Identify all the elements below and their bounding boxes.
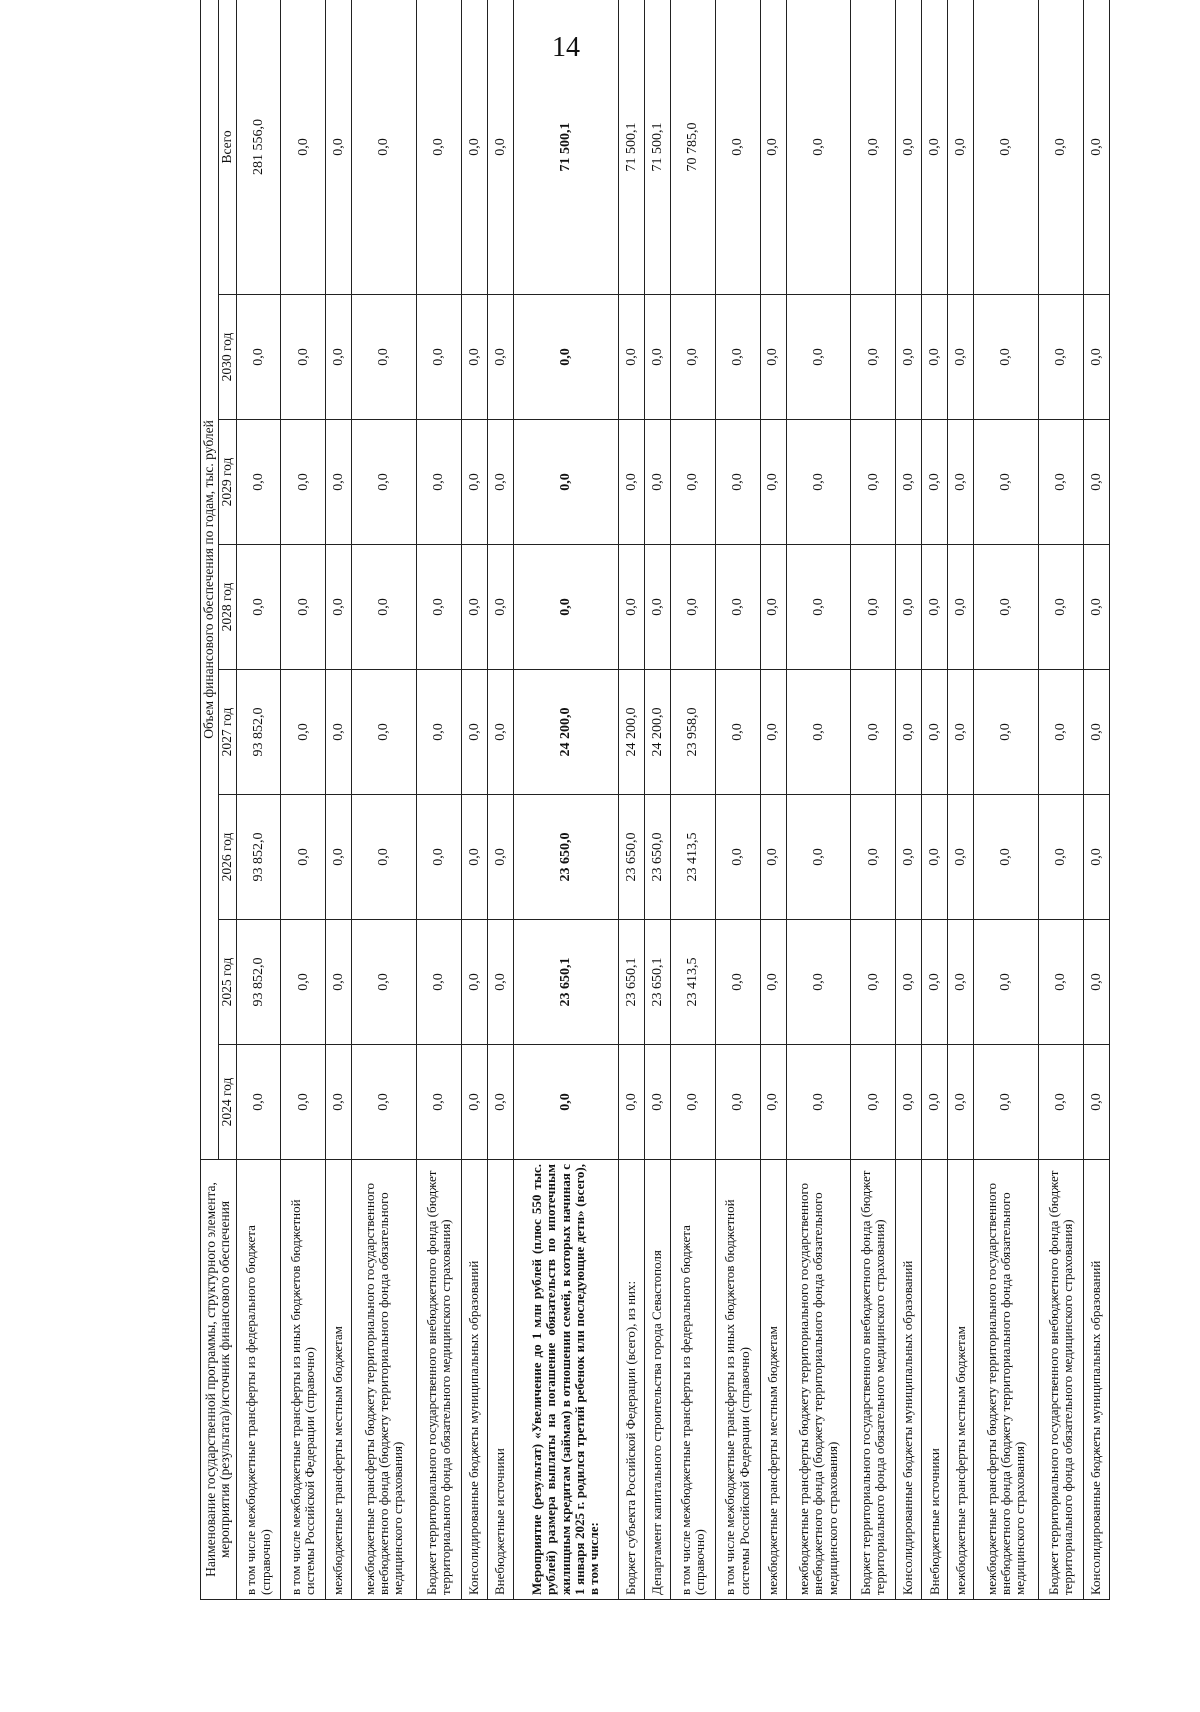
financing-table (200, 0, 1110, 1600)
value-cell: 0,0 (281, 920, 326, 1045)
page-number: 14 (552, 32, 580, 63)
value-cell: 0,0 (326, 1045, 352, 1160)
value-cell: 0,0 (487, 1045, 513, 1160)
value-cell: 0,0 (1083, 670, 1109, 795)
value-cell: 0,0 (786, 1045, 851, 1160)
value-cell: 23 958,0 (671, 670, 716, 795)
value-cell: 0,0 (715, 795, 760, 920)
value-cell: 0,0 (1083, 795, 1109, 920)
table-row (461, 0, 487, 1600)
value-cell: 0,0 (513, 1045, 618, 1160)
table-row (671, 0, 716, 1600)
value-cell: 0,0 (974, 920, 1039, 1045)
value-cell: 0,0 (1083, 920, 1109, 1045)
table-row (786, 0, 851, 1600)
year-header: 2026 год (218, 795, 236, 920)
total-cell: 0,0 (487, 0, 513, 295)
row-label: Бюджет территориального государственного внебюджетного фонда (бюджет территориального фонда обязательного медицинского страхования) (851, 1160, 896, 1600)
value-cell: 0,0 (281, 670, 326, 795)
value-cell: 0,0 (786, 920, 851, 1045)
value-cell: 0,0 (236, 1045, 281, 1160)
value-cell: 0,0 (974, 545, 1039, 670)
value-cell: 23 413,5 (671, 795, 716, 920)
total-cell: 0,0 (1039, 0, 1084, 295)
value-cell: 23 650,1 (645, 920, 671, 1045)
value-cell: 0,0 (1083, 545, 1109, 670)
value-cell: 23 650,0 (513, 795, 618, 920)
value-cell: 0,0 (786, 545, 851, 670)
value-cell: 0,0 (281, 795, 326, 920)
table-row (922, 0, 948, 1600)
value-cell: 0,0 (974, 795, 1039, 920)
value-cell: 0,0 (974, 295, 1039, 420)
table-row (281, 0, 326, 1600)
value-cell: 0,0 (352, 920, 417, 1045)
value-cell: 0,0 (786, 295, 851, 420)
value-cell: 24 200,0 (619, 670, 645, 795)
total-cell: 0,0 (461, 0, 487, 295)
table-row (619, 0, 645, 1600)
total-cell: 0,0 (326, 0, 352, 295)
row-label: в том числе межбюджетные трансферты из федерального бюджета (справочно) (671, 1160, 716, 1600)
row-label: Внебюджетные источники (487, 1160, 513, 1600)
value-cell: 0,0 (236, 420, 281, 545)
row-label: Внебюджетные источники (922, 1160, 948, 1600)
value-cell: 0,0 (326, 795, 352, 920)
value-cell: 0,0 (352, 420, 417, 545)
value-cell: 0,0 (619, 420, 645, 545)
value-cell: 0,0 (786, 795, 851, 920)
value-cell: 0,0 (922, 545, 948, 670)
table-row (760, 0, 786, 1600)
total-cell: 0,0 (715, 0, 760, 295)
rotated-table-container (200, 100, 1110, 1600)
table-row (487, 0, 513, 1600)
row-label: межбюджетные трансферты местным бюджетам (948, 1160, 974, 1600)
value-cell: 0,0 (326, 420, 352, 545)
total-cell: 0,0 (896, 0, 922, 295)
table-row (715, 0, 760, 1600)
value-cell: 0,0 (851, 920, 896, 1045)
value-cell: 0,0 (974, 1045, 1039, 1160)
value-cell: 93 852,0 (236, 920, 281, 1045)
row-label: Консолидированные бюджеты муниципальных образований (1083, 1160, 1109, 1600)
value-cell: 0,0 (352, 795, 417, 920)
value-cell: 0,0 (236, 545, 281, 670)
table-row (236, 0, 281, 1600)
value-cell: 0,0 (786, 670, 851, 795)
value-cell: 93 852,0 (236, 670, 281, 795)
value-cell: 0,0 (461, 420, 487, 545)
value-cell: 0,0 (1083, 420, 1109, 545)
value-cell: 0,0 (352, 295, 417, 420)
table-body (236, 0, 1109, 1600)
value-cell: 0,0 (671, 545, 716, 670)
value-cell: 23 650,0 (645, 795, 671, 920)
row-label: Бюджет территориального государственного внебюджетного фонда (бюджет территориального фонда обязательного медицинского страхования) (417, 1160, 462, 1600)
value-cell: 0,0 (645, 545, 671, 670)
value-cell: 0,0 (352, 545, 417, 670)
value-cell: 0,0 (760, 420, 786, 545)
value-cell: 0,0 (851, 295, 896, 420)
value-cell: 0,0 (948, 420, 974, 545)
table-row (851, 0, 896, 1600)
value-cell: 0,0 (715, 920, 760, 1045)
row-label: межбюджетные трансферты бюджету территориального государственного внебюджетного фонда (бюджету территориального фонда обязательного медицинского страхования) (974, 1160, 1039, 1600)
value-cell: 0,0 (281, 420, 326, 545)
value-cell: 0,0 (461, 545, 487, 670)
value-cell: 0,0 (715, 295, 760, 420)
table-row (896, 0, 922, 1600)
value-cell: 0,0 (461, 795, 487, 920)
total-cell: 0,0 (1083, 0, 1109, 295)
value-cell: 0,0 (461, 295, 487, 420)
total-cell: 0,0 (922, 0, 948, 295)
row-label: Бюджет субъекта Российской Федерации (всего), из них: (619, 1160, 645, 1600)
row-label: Консолидированные бюджеты муниципальных образований (896, 1160, 922, 1600)
row-label: межбюджетные трансферты местным бюджетам (326, 1160, 352, 1600)
value-cell: 0,0 (1039, 420, 1084, 545)
value-cell: 0,0 (326, 295, 352, 420)
total-cell: 0,0 (786, 0, 851, 295)
value-cell: 0,0 (461, 670, 487, 795)
value-cell: 0,0 (487, 670, 513, 795)
value-cell: 23 650,1 (513, 920, 618, 1045)
value-cell: 0,0 (974, 670, 1039, 795)
value-cell: 0,0 (671, 420, 716, 545)
value-cell: 23 650,0 (619, 795, 645, 920)
value-cell: 0,0 (760, 545, 786, 670)
value-cell: 93 852,0 (236, 795, 281, 920)
value-cell: 0,0 (922, 295, 948, 420)
year-header: 2028 год (218, 545, 236, 670)
value-cell: 0,0 (974, 420, 1039, 545)
value-cell: 0,0 (645, 295, 671, 420)
value-cell: 0,0 (513, 295, 618, 420)
value-cell: 0,0 (513, 545, 618, 670)
value-cell: 0,0 (922, 1045, 948, 1160)
total-cell: 0,0 (760, 0, 786, 295)
value-cell: 0,0 (487, 795, 513, 920)
total-cell: 0,0 (851, 0, 896, 295)
value-cell: 0,0 (352, 670, 417, 795)
value-cell: 23 413,5 (671, 920, 716, 1045)
value-cell: 0,0 (851, 1045, 896, 1160)
total-cell: 0,0 (352, 0, 417, 295)
year-header: 2027 год (218, 670, 236, 795)
row-label: межбюджетные трансферты местным бюджетам (760, 1160, 786, 1600)
value-cell: 0,0 (352, 1045, 417, 1160)
table-row (1039, 0, 1084, 1600)
header-row-1 (201, 0, 219, 1600)
value-cell: 0,0 (417, 920, 462, 1045)
value-cell: 0,0 (619, 545, 645, 670)
value-cell: 0,0 (896, 1045, 922, 1160)
row-label: Департамент капитального строительства города Севастополя (645, 1160, 671, 1600)
value-cell: 0,0 (760, 1045, 786, 1160)
year-header: 2024 год (218, 1045, 236, 1160)
value-cell: 0,0 (851, 420, 896, 545)
value-cell: 0,0 (715, 420, 760, 545)
total-cell: 71 500,1 (513, 0, 618, 295)
row-label: Мероприятие (результат) «Увеличение до 1 млн рублей (плюс 550 тыс. рублей) размера выплаты на погашение обязательств по ипотечным жилищным кредитам (займам) в отношении семей, в которых начиная с 1 января 2025 г. родился третий ребенок или последующие дети» (всего), в том числе: (513, 1160, 618, 1600)
value-cell: 0,0 (417, 795, 462, 920)
total-header: Всего (218, 0, 236, 295)
value-cell: 0,0 (281, 1045, 326, 1160)
value-cell: 0,0 (760, 795, 786, 920)
value-cell: 0,0 (417, 1045, 462, 1160)
value-cell: 0,0 (715, 1045, 760, 1160)
value-cell: 0,0 (619, 1045, 645, 1160)
group-header: Объем финансового обеспечения по годам, тыс. рублей (201, 0, 219, 1160)
total-cell: 281 556,0 (236, 0, 281, 295)
row-label: в том числе межбюджетные трансферты из федерального бюджета (справочно) (236, 1160, 281, 1600)
value-cell: 0,0 (1083, 1045, 1109, 1160)
row-label: в том числе межбюджетные трансферты из иных бюджетов бюджетной системы Российской Федерации (справочно) (281, 1160, 326, 1600)
value-cell: 0,0 (760, 670, 786, 795)
total-cell: 70 785,0 (671, 0, 716, 295)
value-cell: 23 650,1 (619, 920, 645, 1045)
year-header: 2030 год (218, 295, 236, 420)
value-cell: 0,0 (896, 545, 922, 670)
year-header: 2025 год (218, 920, 236, 1045)
table-row (948, 0, 974, 1600)
value-cell: 0,0 (645, 1045, 671, 1160)
table-row (974, 0, 1039, 1600)
value-cell: 0,0 (671, 295, 716, 420)
value-cell: 0,0 (487, 545, 513, 670)
value-cell: 0,0 (896, 295, 922, 420)
row-label: межбюджетные трансферты бюджету территориального государственного внебюджетного фонда (бюджету территориального фонда обязательного медицинского страхования) (352, 1160, 417, 1600)
value-cell: 0,0 (851, 670, 896, 795)
value-cell: 0,0 (513, 420, 618, 545)
total-cell: 0,0 (417, 0, 462, 295)
value-cell: 0,0 (417, 420, 462, 545)
value-cell: 0,0 (896, 670, 922, 795)
row-label: межбюджетные трансферты бюджету территориального государственного внебюджетного фонда (бюджету территориального фонда обязательного медицинского страхования) (786, 1160, 851, 1600)
value-cell: 0,0 (851, 795, 896, 920)
value-cell: 0,0 (922, 670, 948, 795)
row-label: Бюджет территориального государственного внебюджетного фонда (бюджет территориального фонда обязательного медицинского страхования) (1039, 1160, 1084, 1600)
value-cell: 0,0 (922, 920, 948, 1045)
value-cell: 0,0 (1039, 670, 1084, 795)
table-row (513, 0, 618, 1600)
value-cell: 0,0 (326, 670, 352, 795)
value-cell: 0,0 (326, 545, 352, 670)
value-cell: 0,0 (461, 1045, 487, 1160)
value-cell: 0,0 (715, 670, 760, 795)
value-cell: 0,0 (487, 295, 513, 420)
table-row (1083, 0, 1109, 1600)
value-cell: 0,0 (417, 295, 462, 420)
value-cell: 0,0 (922, 420, 948, 545)
table-row (645, 0, 671, 1600)
value-cell: 0,0 (1083, 295, 1109, 420)
value-cell: 0,0 (487, 420, 513, 545)
value-cell: 0,0 (487, 920, 513, 1045)
value-cell: 0,0 (1039, 920, 1084, 1045)
col-header-name: Наименование государственной программы, структурного элемента, мероприятия (результата)/источник финансового обеспечения (201, 1160, 237, 1600)
value-cell: 0,0 (896, 420, 922, 545)
value-cell: 0,0 (948, 295, 974, 420)
value-cell: 0,0 (326, 920, 352, 1045)
value-cell: 0,0 (417, 545, 462, 670)
value-cell: 0,0 (1039, 1045, 1084, 1160)
value-cell: 0,0 (896, 795, 922, 920)
value-cell: 0,0 (619, 295, 645, 420)
total-cell: 71 500,1 (645, 0, 671, 295)
value-cell: 24 200,0 (645, 670, 671, 795)
value-cell: 0,0 (922, 795, 948, 920)
value-cell: 0,0 (645, 420, 671, 545)
value-cell: 0,0 (948, 1045, 974, 1160)
value-cell: 0,0 (948, 670, 974, 795)
value-cell: 0,0 (896, 920, 922, 1045)
row-label: Консолидированные бюджеты муниципальных образований (461, 1160, 487, 1600)
year-header: 2029 год (218, 420, 236, 545)
total-cell: 0,0 (974, 0, 1039, 295)
table-row (352, 0, 417, 1600)
table-row (417, 0, 462, 1600)
value-cell: 0,0 (1039, 545, 1084, 670)
value-cell: 0,0 (786, 420, 851, 545)
value-cell: 0,0 (1039, 795, 1084, 920)
value-cell: 24 200,0 (513, 670, 618, 795)
value-cell: 0,0 (417, 670, 462, 795)
value-cell: 0,0 (760, 920, 786, 1045)
value-cell: 0,0 (760, 295, 786, 420)
value-cell: 0,0 (715, 545, 760, 670)
total-cell: 0,0 (281, 0, 326, 295)
value-cell: 0,0 (671, 1045, 716, 1160)
value-cell: 0,0 (461, 920, 487, 1045)
total-cell: 0,0 (948, 0, 974, 295)
value-cell: 0,0 (281, 295, 326, 420)
value-cell: 0,0 (948, 545, 974, 670)
value-cell: 0,0 (236, 295, 281, 420)
table-row (326, 0, 352, 1600)
row-label: в том числе межбюджетные трансферты из иных бюджетов бюджетной системы Российской Федерации (справочно) (715, 1160, 760, 1600)
value-cell: 0,0 (1039, 295, 1084, 420)
value-cell: 0,0 (948, 920, 974, 1045)
value-cell: 0,0 (948, 795, 974, 920)
value-cell: 0,0 (281, 545, 326, 670)
value-cell: 0,0 (851, 545, 896, 670)
total-cell: 71 500,1 (619, 0, 645, 295)
